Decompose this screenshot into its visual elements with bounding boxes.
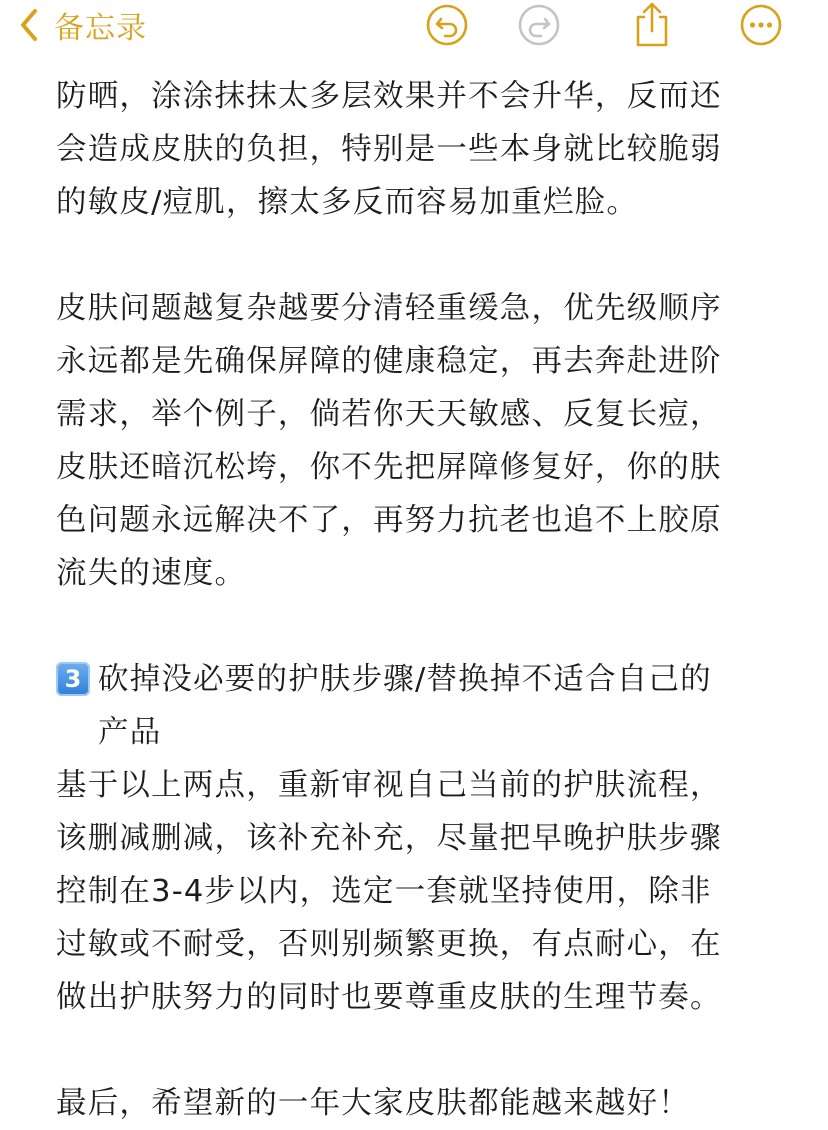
back-button[interactable] xyxy=(18,0,147,50)
closing-line: 最后，希望新的一年大家皮肤都能越来越好！ xyxy=(56,1086,690,1121)
share-icon xyxy=(632,1,672,49)
section-3-title: 砍掉没必要的护肤步骤/替换掉不适合自己的 产品 xyxy=(98,662,712,750)
undo-button[interactable] xyxy=(424,0,470,50)
note-toolbar xyxy=(0,0,828,56)
undo-icon xyxy=(425,3,469,47)
chevron-left-icon xyxy=(18,7,40,43)
section-3-heading xyxy=(56,653,772,759)
redo-icon xyxy=(517,3,561,47)
back-label: 备忘录 xyxy=(54,11,147,46)
note-paragraph-1: 防晒，涂涂抹抹太多层效果并不会升华，反而还 会造成皮肤的负担，特别是一些本身就比较脆弱 的敏皮/痘肌，擦太多反而容易加重烂脸。 xyxy=(56,79,722,220)
blank-line xyxy=(56,229,772,282)
blank-line xyxy=(56,1024,772,1077)
note-body[interactable] xyxy=(56,70,772,1130)
keycap-3-icon: 3 xyxy=(56,662,90,696)
note-paragraph-2: 皮肤问题越复杂越要分清轻重缓急，优先级顺序 永远都是先确保屏障的健康稳定，再去奔赴进阶 需求，举个例子，倘若你天天敏感、反复长痘， 皮肤还暗沉松垮，你不先把屏障修复好，你的肤 色问题永远解决不了，再努力抗老也追不上胶原 流失的速度。 xyxy=(56,291,722,591)
section-3-body: 基于以上两点，重新审视自己当前的护肤流程， 该删减删减，该补充补充，尽量把早晚护肤步骤 控制在3-4步以内，选定一套就坚持使用，除非 过敏或不耐受，否则别频繁更换，有点耐心，在 做出护肤努力的同时也要尊重皮肤的生理节奏。 xyxy=(56,768,722,1015)
share-button[interactable] xyxy=(630,0,674,50)
more-button[interactable] xyxy=(738,0,784,50)
redo-button[interactable] xyxy=(516,0,562,50)
blank-line xyxy=(56,600,772,653)
more-icon xyxy=(739,3,783,47)
